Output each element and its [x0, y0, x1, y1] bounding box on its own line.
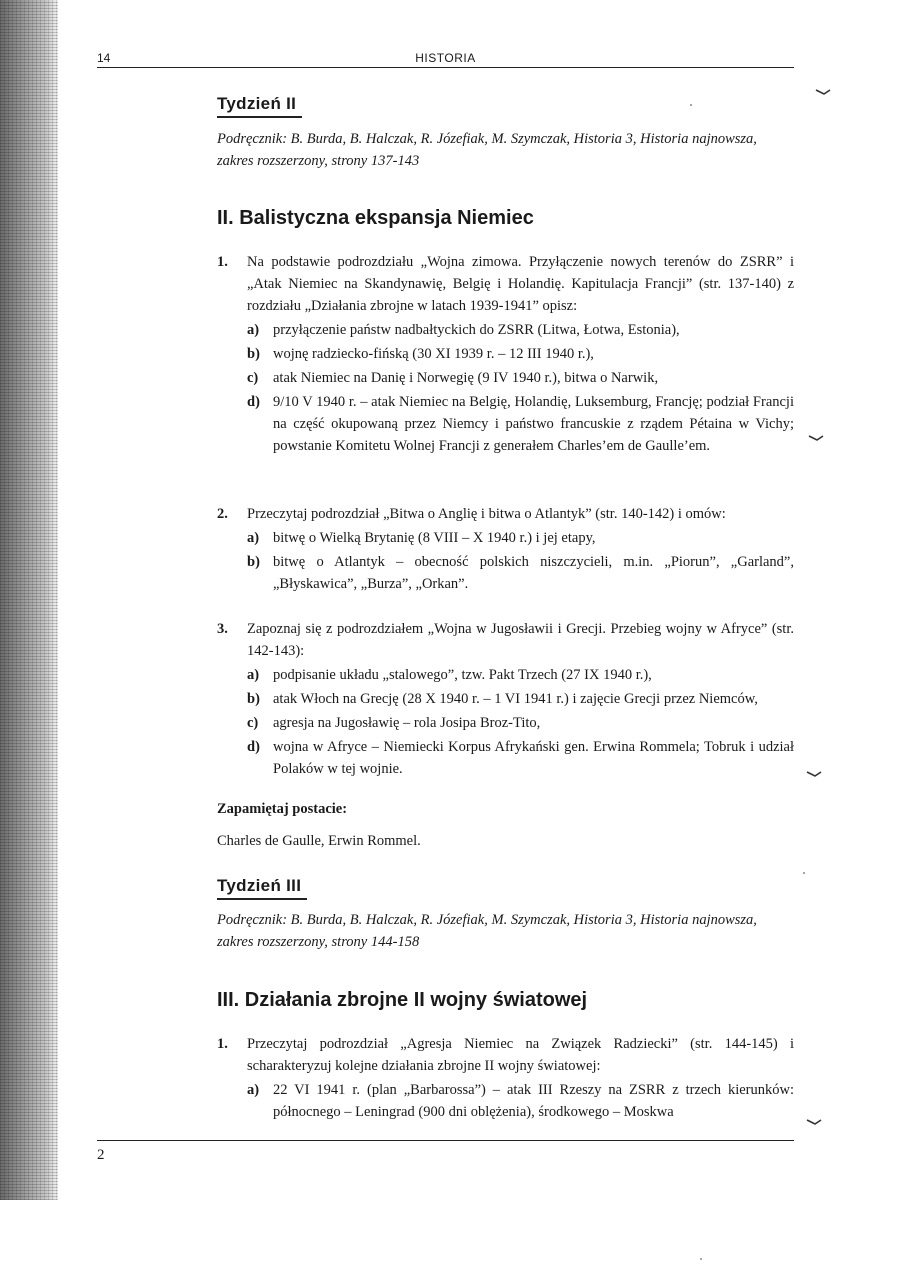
- item-text: wojnę radziecko-fińską (30 XI 1939 r. – 12 III 1940 r.),: [273, 346, 594, 362]
- ch2-task-3: [217, 618, 794, 780]
- item-text: podpisanie układu „stalowego”, tzw. Pakt Trzech (27 IX 1940 r.),: [273, 667, 652, 683]
- item-text: atak Niemiec na Danię i Norwegię (9 IV 1940 r.), bitwa o Narwik,: [273, 370, 659, 386]
- task-text: Przeczytaj podrozdział „Agresja Niemiec na Związek Radziecki” (str. 144-145) i scharakteryzuj kolejne działania zbrojne II wojny światowej:: [247, 1036, 794, 1074]
- task-item: [247, 367, 794, 389]
- margin-tick-mark: [808, 434, 824, 442]
- margin-tick-mark: [815, 88, 831, 96]
- chapter-2-title: II. Balistyczna ekspansja Niemiec: [217, 207, 534, 229]
- chapter-3-title: III. Działania zbrojne II wojny światowej: [217, 989, 588, 1011]
- task-number: 1.: [217, 1036, 228, 1052]
- item-letter: d): [247, 739, 260, 755]
- task-item: [247, 391, 794, 457]
- task-item: [247, 343, 794, 365]
- scan-speck: [803, 872, 805, 874]
- task-text: Na podstawie podrozdziału „Wojna zimowa. Przyłączenie nowych terenów do ZSRR” i „Atak Niemiec na Skandynawię, Belgię i Holandię. Kapitulacja Francji” (str. 137-140) z rozdziału „Działania zbrojne w latach 1939-1941” opisz:: [247, 254, 794, 314]
- task-item: [247, 551, 794, 595]
- task-number: 1.: [217, 254, 228, 270]
- item-letter: b): [247, 554, 260, 570]
- item-letter: b): [247, 691, 260, 707]
- week-3-textbook: Podręcznik: B. Burda, B. Halczak, R. Józefiak, M. Szymczak, Historia 3, Historia najnowsza, zakres rozszerzony, strony 144-158: [217, 912, 757, 950]
- remember-names: Charles de Gaulle, Erwin Rommel.: [217, 833, 421, 849]
- task-text: Zapoznaj się z podrozdziałem „Wojna w Jugosławii i Grecji. Przebieg wojny w Afryce” (str. 142-143):: [247, 621, 794, 659]
- ch2-task-2: [217, 503, 794, 595]
- item-letter: a): [247, 322, 260, 338]
- task-text: Przeczytaj podrozdział „Bitwa o Anglię i bitwa o Atlantyk” (str. 140-142) i omów:: [247, 506, 726, 522]
- task-item: [247, 736, 794, 780]
- task-item: [247, 527, 794, 549]
- item-text: wojna w Afryce – Niemiecki Korpus Afrykański gen. Erwina Rommela; Tobruk i udział Polaków w tej wojnie.: [273, 739, 794, 777]
- item-letter: d): [247, 394, 260, 410]
- margin-tick-mark: [806, 1118, 822, 1126]
- item-letter: c): [247, 715, 259, 731]
- item-text: przyłączenie państw nadbałtyckich do ZSRR (Litwa, Łotwa, Estonia),: [273, 322, 680, 338]
- task-item: [247, 712, 794, 734]
- task-item: [247, 664, 794, 686]
- bottom-rule: [97, 1140, 794, 1141]
- ch3-task-1: [217, 1033, 794, 1123]
- item-text: 22 VI 1941 r. (plan „Barbarossa”) – atak III Rzeszy na ZSRR z trzech kierunków: północnego – Leningrad (900 dni oblężenia), środkowego – Moskwa: [273, 1082, 794, 1120]
- page-number: 14: [97, 51, 111, 65]
- item-letter: a): [247, 1082, 260, 1098]
- footer-page-number: 2: [97, 1147, 105, 1163]
- task-number: 2.: [217, 506, 228, 522]
- margin-tick-mark: [806, 770, 822, 778]
- section-name: HISTORIA: [415, 51, 476, 65]
- task-number: 3.: [217, 621, 228, 637]
- task-item: [247, 688, 794, 710]
- task-item: [247, 319, 794, 341]
- ch2-task-1: [217, 251, 794, 457]
- item-text: 9/10 V 1940 r. – atak Niemiec na Belgię, Holandię, Luksemburg, Francję; podział Francji na część okupowaną przez Niemcy i państwo francuskie z rządem Pétaina w Vichy; powstanie Komitetu Wolnej Francji z generałem Charles’em de Gaulle’em.: [273, 394, 794, 454]
- scan-speck: [690, 104, 692, 106]
- item-letter: c): [247, 370, 259, 386]
- week-3-heading: Tydzień III: [217, 876, 302, 895]
- week-2-heading: Tydzień II: [217, 94, 297, 113]
- remember-heading: Zapamiętaj postacie:: [217, 801, 348, 817]
- item-text: agresja na Jugosławię – rola Josipa Broz-Tito,: [273, 715, 541, 731]
- item-letter: b): [247, 346, 260, 362]
- scan-edge: [0, 0, 58, 1200]
- scan-speck: [700, 1258, 702, 1260]
- item-text: bitwę o Atlantyk – obecność polskich niszczycieli, m.in. „Piorun”, „Garland”, „Błyskawica”, „Burza”, „Orkan”.: [273, 554, 794, 592]
- task-item: [247, 1079, 794, 1123]
- week-2-textbook: Podręcznik: B. Burda, B. Halczak, R. Józefiak, M. Szymczak, Historia 3, Historia najnowsza, zakres rozszerzony, strony 137-143: [217, 131, 757, 169]
- item-letter: a): [247, 667, 260, 683]
- item-text: bitwę o Wielką Brytanię (8 VIII – X 1940 r.) i jej etapy,: [273, 530, 596, 546]
- item-text: atak Włoch na Grecję (28 X 1940 r. – 1 VI 1941 r.) i zajęcie Grecji przez Niemców,: [273, 691, 758, 707]
- item-letter: a): [247, 530, 260, 546]
- running-head: [97, 50, 794, 68]
